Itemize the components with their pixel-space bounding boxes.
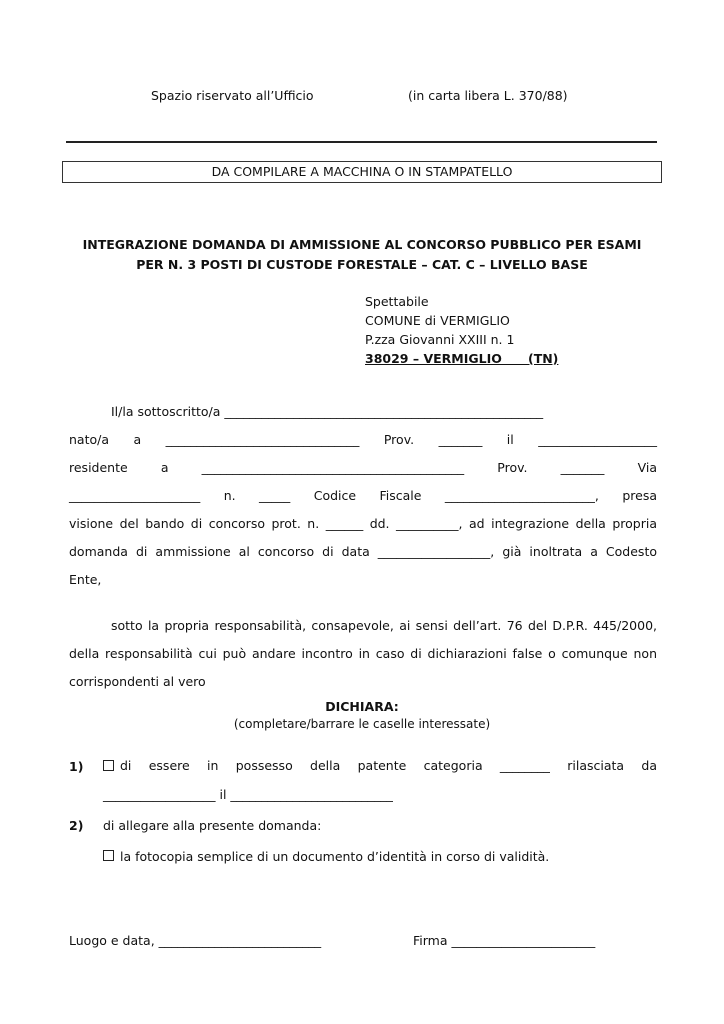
recipient-greeting: Spettabile: [365, 294, 429, 309]
signature-field: Firma _______________________: [413, 933, 596, 948]
item2-text: di allegare alla presente domanda:: [103, 818, 322, 833]
declaration-heading: DICHIARA:: [325, 699, 399, 714]
recipient-name: COMUNE di VERMIGLIO: [365, 313, 510, 328]
applicant-name-line: Il/la sottoscritto/a ___________________________________________________: [111, 404, 544, 419]
item1-line2: __________________ il __________________________: [103, 787, 393, 802]
item2-option-checkbox[interactable]: [103, 850, 114, 861]
item2-option-row: [103, 849, 549, 864]
document-title-line1: INTEGRAZIONE DOMANDA DI AMMISSIONE AL CONCORSO PUBBLICO PER ESAMI: [82, 237, 642, 252]
address-fiscal-code-line: _____________________ n. _____ Codice Fiscale ________________________, presa: [69, 488, 657, 503]
responsibility-line1: sotto la propria responsabilità, consapevole, ai sensi dell’art. 76 del D.P.R. 445/2000,: [111, 618, 657, 633]
application-date-line: domanda di ammissione al concorso di data __________________, già inoltrata a Codesto: [69, 544, 657, 559]
recipient-street: P.zza Giovanni XXIII n. 1: [365, 332, 515, 347]
ente-line: Ente,: [69, 572, 102, 587]
place-date-field: Luogo e data, __________________________: [69, 933, 322, 948]
responsibility-line3: corrispondenti al vero: [69, 674, 206, 689]
item2-option-text: la fotocopia semplice di un documento d’identità in corso di validità.: [120, 849, 550, 864]
item1-number: 1): [69, 759, 84, 774]
office-reserved-label: Spazio riservato all’Ufficio: [151, 88, 314, 103]
recipient-city: 38029 – VERMIGLIO (TN): [365, 351, 559, 366]
instruction-box: DA COMPILARE A MACCHINA O IN STAMPATELLO: [62, 161, 662, 183]
responsibility-line2: della responsabilità cui può andare incontro in caso di dichiarazioni false o comunque non: [69, 646, 657, 661]
document-title-line2: PER N. 3 POSTI DI CUSTODE FORESTALE – CAT. C – LIVELLO BASE: [136, 257, 588, 272]
paper-note: (in carta libera L. 370/88): [408, 88, 568, 103]
residence-line: residente a __________________________________________ Prov. _______ Via: [69, 460, 657, 475]
item1-checkbox[interactable]: [103, 760, 114, 771]
item2-number: 2): [69, 818, 84, 833]
recipient-block: [365, 292, 558, 368]
declaration-subheading: (completare/barrare le caselle interessate): [233, 717, 491, 731]
birth-place-line: nato/a a _______________________________ Prov. _______ il ___________________: [69, 432, 657, 447]
header-divider: [66, 141, 657, 143]
item1-row: [103, 758, 657, 773]
item1-text: di essere in possesso della patente categoria ________ rilasciata da: [120, 758, 657, 773]
bando-line: visione del bando di concorso prot. n. ______ dd. __________, ad integrazione della propria: [69, 516, 657, 531]
